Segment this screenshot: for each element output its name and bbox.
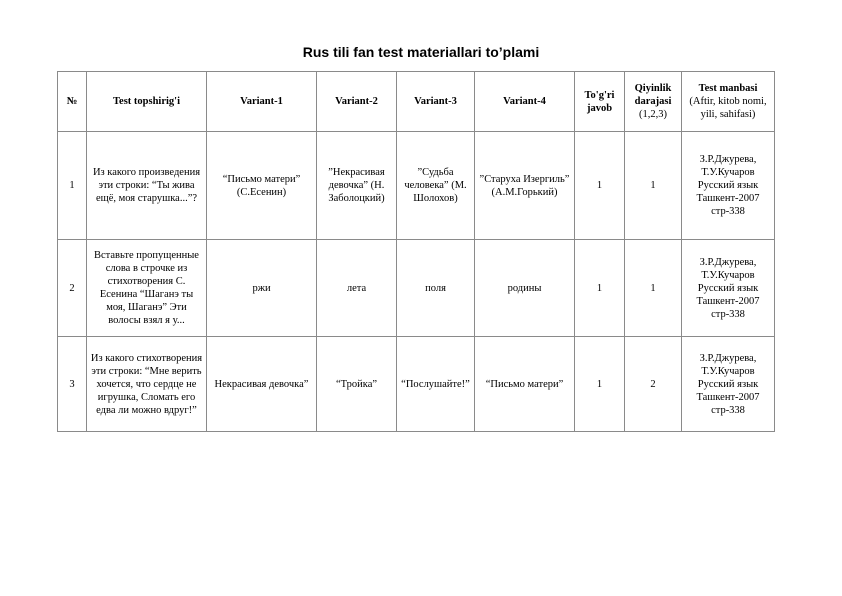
source-line: Русский язык [697, 378, 759, 390]
row-number: 3 [58, 337, 87, 432]
variant-4: “Письмо матери” [475, 337, 575, 432]
row-number: 1 [58, 132, 87, 240]
source-line: З.Р.Джурева, [699, 256, 757, 268]
difficulty-level: 1 [625, 132, 682, 240]
source-line: Русский язык [697, 282, 759, 294]
header-variant-4: Variant-4 [475, 72, 575, 132]
header-difficulty-line-1: Qiyinlik [634, 83, 672, 94]
source-line: стр-338 [711, 308, 745, 320]
source-line: Т.У.Кучаров [701, 365, 755, 377]
header-correct-line-1: To'g'ri [584, 89, 615, 101]
header-difficulty-scale: (1,2,3) [639, 109, 667, 120]
variant-2: лета [317, 240, 397, 337]
source-line: Ташкент-2007 [696, 391, 760, 403]
variant-2: “Тройка” [317, 337, 397, 432]
table-row [58, 132, 775, 240]
correct-answer: 1 [575, 337, 625, 432]
test-source [682, 132, 775, 240]
test-source [682, 240, 775, 337]
source-line: Ташкент-2007 [696, 193, 760, 204]
source-line: З.Р.Джурева, [699, 352, 757, 364]
variant-3: “Послушайте!” [397, 337, 475, 432]
test-materials-table [57, 71, 775, 432]
variant-3: ”Судьба человека” (М. Шолохов) [397, 132, 475, 240]
variant-2: ”Некрасивая девочка” (Н. Заболоцкий) [317, 132, 397, 240]
source-line: Т.У.Кучаров [701, 167, 755, 178]
source-line: стр-338 [711, 404, 745, 416]
header-difficulty [625, 72, 682, 132]
test-source [682, 337, 775, 432]
difficulty-level: 2 [625, 337, 682, 432]
task-text: Из какого стихотворения эти строки: “Мне верить хочется, что сердце не игрушка, Сломать его едва ли можно вдруг!” [87, 337, 207, 432]
header-number: № [58, 72, 87, 132]
document-title: Rus tili fan test materiallari to’plami [302, 44, 540, 60]
correct-answer: 1 [575, 132, 625, 240]
table-header-row [58, 72, 775, 132]
source-line: стр-338 [711, 206, 745, 217]
variant-1: “Письмо матери” (С.Есенин) [207, 132, 317, 240]
header-source-title: Test manbasi [698, 83, 758, 94]
source-line: Ташкент-2007 [696, 295, 760, 307]
source-line: З.Р.Джурева, [699, 154, 757, 165]
variant-1: ржи [207, 240, 317, 337]
difficulty-level: 1 [625, 240, 682, 337]
header-source [682, 72, 775, 132]
header-difficulty-line-2: darajasi [634, 96, 672, 107]
variant-1: Некрасивая девочка” [207, 337, 317, 432]
variant-4: ”Старуха Изергиль” (А.М.Горький) [475, 132, 575, 240]
header-variant-3: Variant-3 [397, 72, 475, 132]
header-correct-line-2: javob [586, 102, 613, 114]
header-variant-2: Variant-2 [317, 72, 397, 132]
table-row [58, 337, 775, 432]
header-source-details: (Aftir, kitob nomi, yili, sahifasi) [689, 96, 767, 120]
row-number: 2 [58, 240, 87, 337]
variant-3: поля [397, 240, 475, 337]
table-row [58, 240, 775, 337]
correct-answer: 1 [575, 240, 625, 337]
source-line: Т.У.Кучаров [701, 269, 755, 281]
task-text: Вставьте пропущенные слова в строчке из стихотворения С. Есенина “Шаганэ ты моя, Шаганэ” Эти волосы взял я у... [87, 240, 207, 337]
task-text: Из какого произведения эти строки: “Ты жива ещё, моя старушка...”? [87, 132, 207, 240]
header-task: Test topshirig'i [87, 72, 207, 132]
source-line: Русский язык [697, 180, 759, 191]
variant-4: родины [475, 240, 575, 337]
header-variant-1: Variant-1 [207, 72, 317, 132]
header-correct-answer [575, 72, 625, 132]
